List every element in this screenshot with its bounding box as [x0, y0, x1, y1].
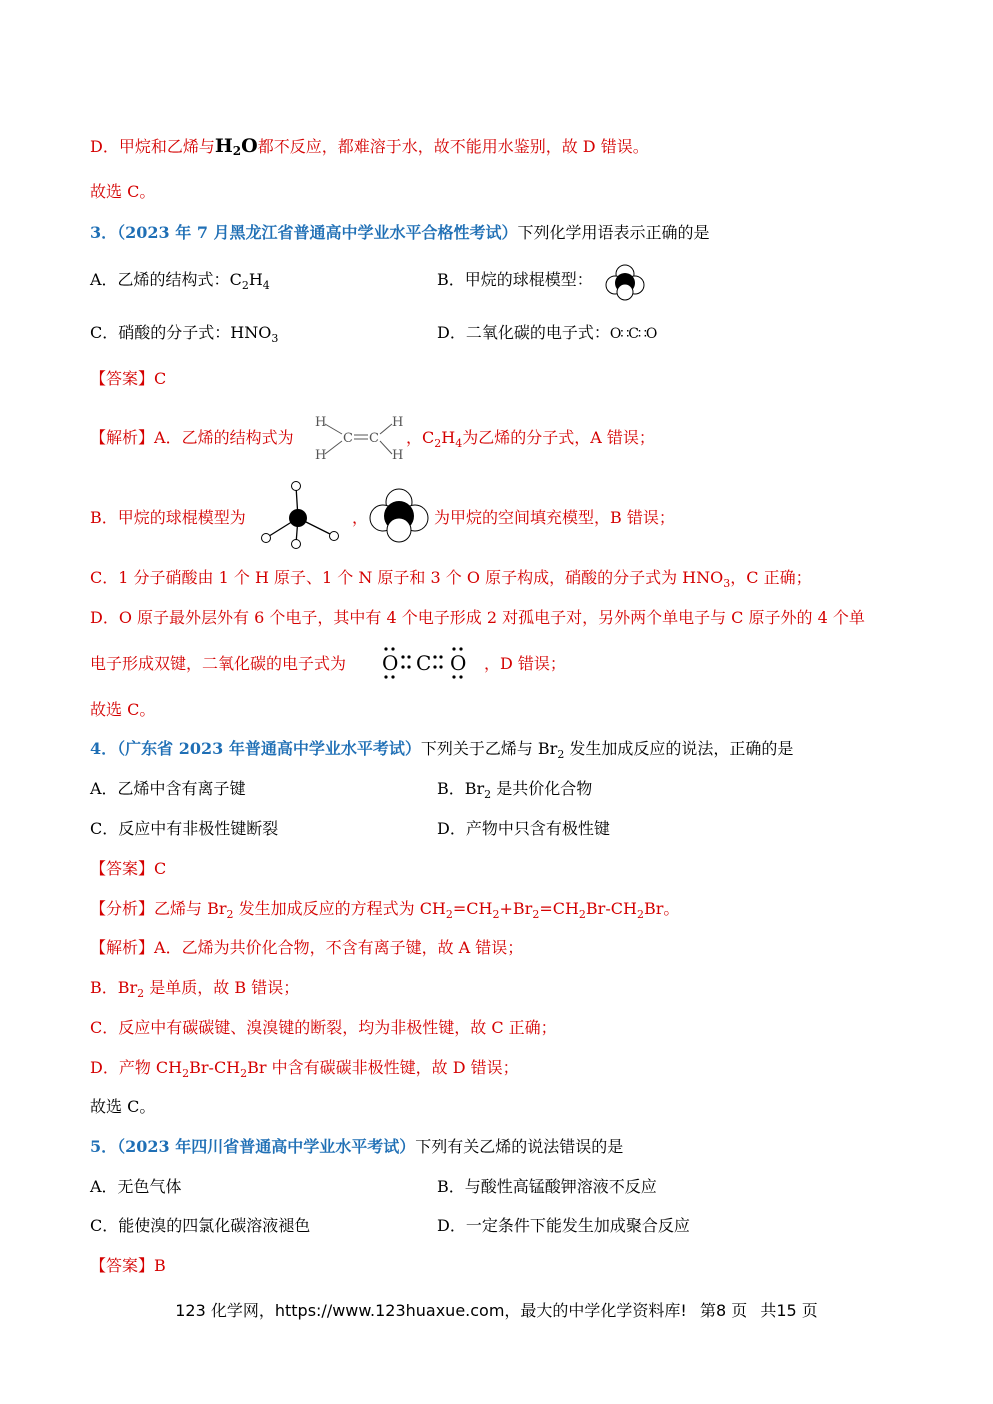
footer-site-text: 123 化学网，https://www.123huaxue.com，最大的中学化学资料库!	[175, 1301, 687, 1320]
q2-option-d-analysis: D．甲烷和乙烯与$H_2O$都不反应，都难溶于水，故不能用水鉴别，故 D 错误。	[90, 135, 649, 158]
q4-option-c: C．反应中有非极性键断裂	[90, 819, 279, 838]
q4-analysis-c: C．反应中有碳碳键、溴溴键的断裂，均为非极性键，故 C 正确；	[90, 1018, 557, 1037]
q3-analysis-a-pre: 【解析】A．乙烯的结构式为	[90, 428, 294, 447]
q3-option-a: A．乙烯的结构式：$C_2H_4$	[90, 270, 270, 292]
svg-text:O: O	[450, 651, 467, 675]
q4-analysis-b: B．$Br_2$ 是单质，故 B 错误；	[90, 978, 300, 1000]
q3-option-b: B．甲烷的球棍模型：	[437, 270, 593, 289]
q3-analysis-b-comma: ，	[352, 508, 369, 527]
q3-analysis-c: C．1 分子硝酸由 1 个 H 原子、1 个 N 原子和 3 个 O 原子构成，硝酸的分子式为 $HNO_3$，C 正确；	[90, 568, 812, 590]
water-formula: $H_2O$	[214, 135, 258, 158]
q3-analysis-b-pre: B．甲烷的球棍模型为	[90, 508, 246, 527]
q3-analysis-a-post: ，$C_2H_4$为乙烯的分子式，A 错误；	[406, 428, 655, 450]
q3-analysis-d-line2-pre: 电子形成双键，二氧化碳的电子式为	[90, 654, 347, 673]
q4-option-a: A．乙烯中含有离子键	[90, 779, 246, 798]
q5-option-a: A．无色气体	[90, 1177, 182, 1196]
q4-stem: 4．（广东省 2023 年普通高中学业水平考试）下列关于乙烯与 $Br_2$ 发生加成反应的说法，正确的是	[90, 739, 794, 761]
svg-text:O: O	[382, 651, 399, 675]
q5-option-d: D．一定条件下能发生加成聚合反应	[437, 1216, 690, 1235]
q5-option-c: C．能使溴的四氯化碳溶液褪色	[90, 1216, 311, 1235]
co2-electron-formula-icon	[376, 644, 472, 682]
svg-text:C: C	[343, 431, 353, 446]
q5-option-b: B．与酸性高锰酸钾溶液不反应	[437, 1177, 657, 1196]
q2-choose: 故选 C。	[90, 182, 156, 201]
svg-text:H: H	[392, 448, 404, 463]
q4-choose: 故选 C。	[90, 1097, 156, 1116]
q3-choose: 故选 C。	[90, 700, 156, 719]
q3-stem: 3．（2023 年 7 月黑龙江省普通高中学业水平合格性考试）下列化学用语表示正确的是	[90, 223, 710, 242]
footer-page-total: 共15 页	[760, 1301, 818, 1320]
ethylene-structural-formula-icon	[312, 412, 404, 464]
q3-option-c: C．硝酸的分子式：$HNO_3$	[90, 323, 279, 345]
q3-option-d: D．二氧化碳的电子式：O∷C∷O	[437, 323, 657, 342]
q4-option-b: B．$Br_2$ 是共价化合物	[437, 779, 593, 801]
methane-space-filling-icon	[368, 486, 430, 546]
q4-fenxi: 【分析】乙烯与 $Br_2$ 发生加成反应的方程式为 $CH_2=CH_2+Br_2=CH_2Br-CH_2Br$。	[90, 899, 680, 921]
q3-analysis-b-post: 为甲烷的空间填充模型，B 错误；	[434, 508, 675, 527]
q4-analysis-a: 【解析】A．乙烯为共价化合物，不含有离子键，故 A 错误；	[90, 938, 524, 957]
q3-analysis-d-line1: D．O 原子最外层外有 6 个电子，其中有 4 个电子形成 2 对孤电子对，另外两个单电子与 C 原子外的 4 个单	[90, 608, 865, 627]
q4-answer: 【答案】C	[90, 859, 167, 878]
methane-ball-stick-icon	[256, 478, 346, 550]
svg-text:H: H	[315, 415, 327, 430]
footer-page-number: 第8 页	[699, 1301, 748, 1320]
q4-analysis-d: D．产物 $CH_2Br-CH_2Br$ 中含有碳碳非极性键，故 D 错误；	[90, 1058, 519, 1080]
page-footer	[0, 1298, 993, 1321]
svg-text:H: H	[315, 448, 327, 463]
svg-text:H: H	[392, 415, 404, 430]
svg-text:C: C	[416, 651, 432, 675]
q3-answer: 【答案】C	[90, 369, 167, 388]
svg-text:C: C	[369, 431, 379, 446]
q5-answer: 【答案】B	[90, 1256, 166, 1275]
q3-analysis-d-line2-post: ，D 错误；	[484, 654, 566, 673]
methane-space-filling-small-icon	[603, 261, 647, 301]
q5-stem: 5．（2023 年四川省普通高中学业水平考试）下列有关乙烯的说法错误的是	[90, 1137, 624, 1156]
q4-option-d: D．产物中只含有极性键	[437, 819, 610, 838]
